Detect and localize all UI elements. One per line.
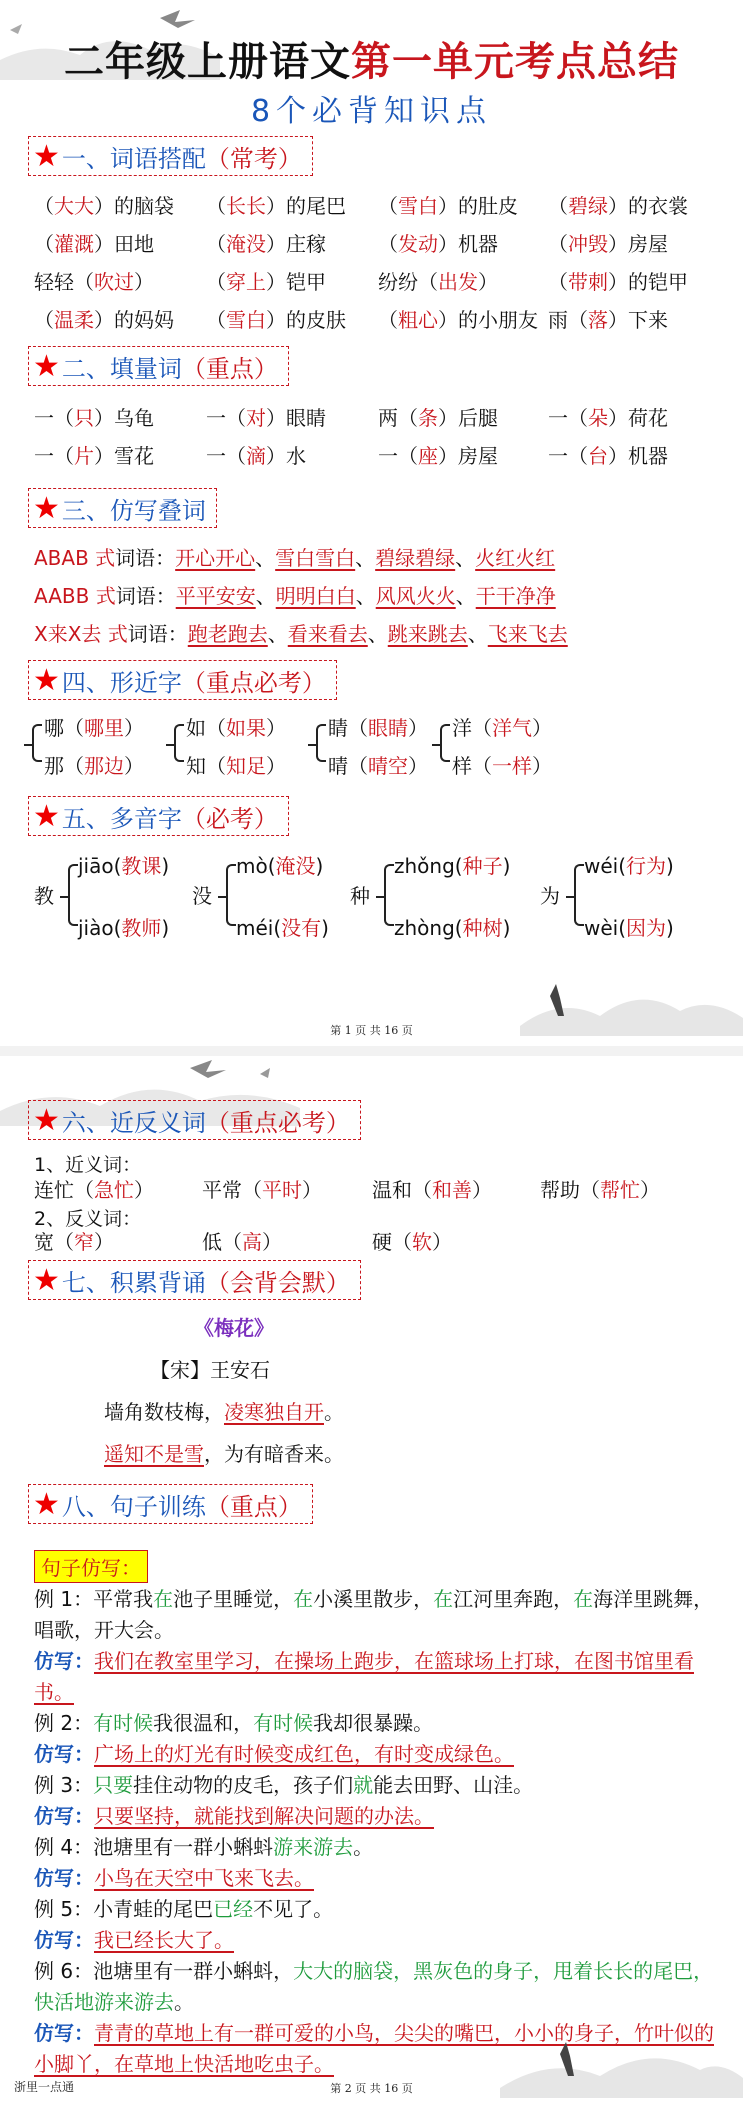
answer-text: 帮忙 — [600, 1178, 640, 1202]
answer-text: 台 — [588, 444, 608, 468]
bracket-icon — [226, 864, 236, 926]
section-tag: （重点必考） — [205, 1108, 350, 1137]
polyphone-reading: méi(没有) — [236, 916, 329, 940]
answer-text: 教师 — [121, 916, 162, 940]
bracket-icon — [68, 864, 78, 926]
example-word: 飞来飞去 — [487, 622, 568, 646]
grid-cell: 雨（落）下来 — [548, 308, 668, 332]
section-name: 六、近反义词 — [61, 1108, 206, 1137]
example-word: 风风火火 — [375, 584, 456, 608]
answer-text: 粗心 — [398, 308, 438, 332]
answer-text: 平时 — [262, 1178, 302, 1202]
answer-text: 急忙 — [94, 1178, 134, 1202]
synonyms-item: 温和（和善） — [372, 1178, 492, 1202]
bracket-icon — [574, 864, 584, 926]
pinyin: jiào — [78, 916, 114, 940]
example-word: 看来看去 — [287, 622, 368, 646]
polyphone-char: 教 — [34, 884, 54, 908]
example-word: 雪白雪白 — [275, 546, 356, 570]
synonyms-item: 帮助（帮忙） — [540, 1178, 660, 1202]
example-word: 碧绿碧绿 — [375, 546, 456, 570]
synonyms-item: 连忙（急忙） — [34, 1178, 154, 1202]
polyphone-char: 为 — [540, 884, 560, 908]
answer-text: 雪白 — [226, 308, 266, 332]
similar-char-item: 样（一样） — [452, 754, 552, 778]
answer-4: 仿写：小鸟在天空中飞来飞去。 — [34, 1866, 314, 1890]
section-header-similar-chars — [28, 660, 337, 700]
pinyin: zhǒng — [394, 854, 455, 878]
similar-char-item: 那（那边） — [44, 754, 144, 778]
polyphone-reading: jiāo(教课) — [78, 854, 170, 878]
section-name: 五、多音字 — [61, 804, 182, 833]
star-icon: ★ — [33, 1486, 60, 1522]
answer-text: 落 — [588, 308, 608, 332]
grid-cell: 纷纷（出发） — [378, 270, 498, 294]
poem-author: 【宋】王安石 — [150, 1358, 270, 1382]
answer-text: 温柔 — [54, 308, 94, 332]
pinyin: mò — [236, 854, 268, 878]
similar-char-item: 知（知足） — [186, 754, 286, 778]
answer-text: 种树 — [462, 916, 503, 940]
answer-text: 条 — [418, 406, 438, 430]
grid-cell: （冲毁）房屋 — [548, 232, 668, 256]
section-header-polyphones — [28, 796, 289, 836]
antonym-label: 2、反义词： — [34, 1208, 142, 1230]
answer-text: 洋气 — [492, 716, 532, 740]
example-word: 跑老跑去 — [187, 622, 268, 646]
pattern-label: ABAB 式 — [34, 546, 116, 570]
answer-text: 滴 — [246, 444, 266, 468]
grid-cell: （雪白）的皮肤 — [206, 308, 346, 332]
section-header-sentence-training — [28, 1484, 313, 1524]
corner-label: 浙里一点通 — [14, 2080, 75, 2094]
section-tag: （常考） — [205, 144, 302, 173]
page-subtitle: 8个必背知识点 — [250, 94, 493, 129]
answer-text: 片 — [74, 444, 94, 468]
example-3: 例 3：只要挂住动物的皮毛，孩子们就能去田野、山洼。 — [34, 1773, 534, 1797]
section-tag: （重点） — [205, 1492, 302, 1521]
answer-6: 仿写：青青的草地上有一群可爱的小鸟，尖尖的嘴巴，小小的身子，竹叶似的小脚丫，在草地上快活地吃虫子。 — [34, 2021, 714, 2076]
example-5: 例 5：小青蛙的尾巴已经不见了。 — [34, 1897, 334, 1921]
answer-text: 灌溉 — [54, 232, 94, 256]
section-header-recitation — [28, 1260, 361, 1300]
answer-5: 仿写：我已经长大了。 — [34, 1928, 234, 1952]
grid-cell: （碧绿）的衣裳 — [548, 194, 688, 218]
answer-text: 一样 — [492, 754, 532, 778]
answer-text: 淹没 — [275, 854, 316, 878]
synonyms-item: 平常（平时） — [202, 1178, 322, 1202]
star-icon: ★ — [33, 138, 60, 174]
pinyin: jiāo — [78, 854, 114, 878]
answer-text: 种子 — [462, 854, 503, 878]
example-word: 火红火红 — [475, 546, 556, 570]
grid-cell: （淹没）庄稼 — [206, 232, 326, 256]
grid-cell: 一（座）房屋 — [378, 444, 498, 468]
section-name: 八、句子训练 — [61, 1492, 206, 1521]
grid-cell: 一（片）雪花 — [34, 444, 154, 468]
answer-text: 带刺 — [568, 270, 608, 294]
section-name: 七、积累背诵 — [61, 1268, 206, 1297]
example-6: 例 6：池塘里有一群小蝌蚪，大大的脑袋，黑灰色的身子，甩着长长的尾巴，快活地游来游去。 — [34, 1959, 714, 2014]
antonyms-item: 低（高） — [202, 1230, 282, 1254]
answer-text: 只 — [74, 406, 94, 430]
page-title — [0, 30, 743, 87]
poem-title: 《梅花》 — [194, 1316, 274, 1340]
pinyin: wèi — [584, 916, 619, 940]
answer-text: 雪白 — [398, 194, 438, 218]
answer-text: 座 — [418, 444, 438, 468]
section-header-measure-words — [28, 346, 289, 386]
grid-cell: （大大）的脑袋 — [34, 194, 174, 218]
sentence-exercises — [34, 1584, 714, 2080]
section-name: 二、填量词 — [61, 354, 182, 383]
section-name: 一、词语搭配 — [61, 144, 206, 173]
grid-cell: 一（只）乌龟 — [34, 406, 154, 430]
bracket-icon — [316, 724, 326, 762]
polyphone-reading: wéi(行为) — [584, 854, 674, 878]
example-4: 例 4：池塘里有一群小蝌蚪游来游去。 — [34, 1835, 374, 1859]
answer-text: 眼睛 — [368, 716, 408, 740]
answer-text: 吹过 — [94, 270, 134, 294]
reduplication-line: AABB 式词语：平平安安、明明白白、风风火火、干干净净 — [34, 584, 556, 608]
example-1: 例 1：平常我在池子里睡觉，在小溪里散步，在江河里奔跑，在海洋里跳舞，唱歌，开大会。 — [34, 1587, 714, 1642]
grid-cell: （发动）机器 — [378, 232, 498, 256]
section-name: 四、形近字 — [61, 668, 182, 697]
section-tag: （必考） — [181, 804, 278, 833]
answer-text: 出发 — [438, 270, 478, 294]
section-tag: （会背会默） — [205, 1268, 350, 1297]
example-word: 明明白白 — [275, 584, 356, 608]
star-icon: ★ — [33, 798, 60, 834]
grid-cell: 一（滴）水 — [206, 444, 306, 468]
section-tag: （重点） — [181, 354, 278, 383]
answer-text: 碧绿 — [568, 194, 608, 218]
star-icon: ★ — [33, 490, 60, 526]
example-word: 开心开心 — [175, 546, 256, 570]
similar-char-item: 晴（晴空） — [328, 754, 428, 778]
bracket-icon — [174, 724, 184, 762]
poem-line-1: 墙角数枝梅，凌寒独自开。 — [104, 1400, 344, 1424]
example-word: 干干净净 — [475, 584, 556, 608]
star-icon: ★ — [33, 348, 60, 384]
page-1 — [0, 0, 743, 1046]
example-word: 跳来跳去 — [387, 622, 468, 646]
pinyin: wéi — [584, 854, 619, 878]
section-tag: （重点必考） — [181, 668, 326, 697]
similar-char-item: 如（如果） — [186, 716, 286, 740]
grid-cell: 一（台）机器 — [548, 444, 668, 468]
similar-char-item: 洋（洋气） — [452, 716, 552, 740]
example-word: 平平安安 — [175, 584, 256, 608]
poem-blank: 凌寒独自开 — [224, 1400, 324, 1424]
grid-cell: 两（条）后腿 — [378, 406, 498, 430]
answer-3: 仿写：只要坚持，就能找到解决问题的办法。 — [34, 1804, 434, 1828]
antonyms-item: 宽（窄） — [34, 1230, 114, 1254]
similar-char-item: 睛（眼睛） — [328, 716, 428, 740]
polyphone-reading: wèi(因为) — [584, 916, 674, 940]
answer-2: 仿写：广场上的灯光有时候变成红色，有时变成绿色。 — [34, 1742, 514, 1766]
sentence-imitation-label: 句子仿写： — [34, 1550, 148, 1583]
grid-cell: （穿上）铠甲 — [206, 270, 326, 294]
answer-text: 冲毁 — [568, 232, 608, 256]
grid-cell: 一（对）眼睛 — [206, 406, 326, 430]
answer-text: 如果 — [226, 716, 266, 740]
answer-text: 长长 — [226, 194, 266, 218]
grid-cell: 轻轻（吹过） — [34, 270, 154, 294]
antonyms-item: 硬（软） — [372, 1230, 452, 1254]
star-icon: ★ — [33, 1262, 60, 1298]
answer-text: 哪里 — [84, 716, 124, 740]
section-header-reduplication — [28, 488, 217, 528]
polyphone-reading: mò(淹没) — [236, 854, 324, 878]
answer-text: 和善 — [432, 1178, 472, 1202]
title-part-1: 二年级上册语文 — [64, 39, 351, 85]
answer-text: 发动 — [398, 232, 438, 256]
polyphone-reading: zhǒng(种子) — [394, 854, 511, 878]
answer-text: 大大 — [54, 194, 94, 218]
polyphone-reading: jiào(教师) — [78, 916, 170, 940]
answer-text: 对 — [246, 406, 266, 430]
section-name: 三、仿写叠词 — [61, 496, 206, 525]
answer-text: 因为 — [626, 916, 667, 940]
pattern-label: AABB 式 — [34, 584, 116, 608]
answer-text: 朵 — [588, 406, 608, 430]
synonym-label: 1、近义词： — [34, 1154, 142, 1176]
polyphone-char: 没 — [192, 884, 212, 908]
star-icon: ★ — [33, 662, 60, 698]
answer-text: 没有 — [281, 916, 322, 940]
reduplication-line: X来X去 式词语：跑老跑去、看来看去、跳来跳去、飞来飞去 — [34, 622, 568, 646]
pinyin: méi — [236, 916, 274, 940]
poem-line-2: 遥知不是雪，为有暗香来。 — [104, 1442, 344, 1466]
title-part-2: 第一单元考点总结 — [351, 39, 679, 85]
polyphone-reading: zhòng(种树) — [394, 916, 511, 940]
poem-blank: 遥知不是雪 — [104, 1442, 204, 1466]
example-2: 例 2：有时候我很温和，有时候我却很暴躁。 — [34, 1711, 434, 1735]
answer-text: 那边 — [84, 754, 124, 778]
reduplication-line: ABAB 式词语：开心开心、雪白雪白、碧绿碧绿、火红火红 — [34, 546, 556, 570]
answer-text: 行为 — [626, 854, 667, 878]
pattern-label: X来X去 式 — [34, 622, 128, 646]
page-number: 第 2 页 共 16 页 — [330, 2082, 413, 2095]
bracket-icon — [440, 724, 450, 762]
grid-cell: （带刺）的铠甲 — [548, 270, 688, 294]
star-icon: ★ — [33, 1102, 60, 1138]
section-header-collocations — [28, 136, 313, 176]
answer-text: 穿上 — [226, 270, 266, 294]
grid-cell: 一（朵）荷花 — [548, 406, 668, 430]
bracket-icon — [384, 864, 394, 926]
polyphone-char: 种 — [350, 884, 370, 908]
answer-1: 仿写：我们在教室里学习，在操场上跑步，在篮球场上打球，在图书馆里看书。 — [34, 1649, 694, 1704]
page-2 — [0, 1056, 743, 2102]
grid-cell: （温柔）的妈妈 — [34, 308, 174, 332]
bracket-icon — [32, 724, 42, 762]
answer-text: 软 — [412, 1230, 432, 1254]
answer-text: 教课 — [121, 854, 162, 878]
section-header-synonyms-antonyms — [28, 1100, 361, 1140]
page-number: 第 1 页 共 16 页 — [330, 1024, 413, 1037]
similar-char-item: 哪（哪里） — [44, 716, 144, 740]
pinyin: zhòng — [394, 916, 455, 940]
grid-cell: （灌溉）田地 — [34, 232, 154, 256]
answer-text: 晴空 — [368, 754, 408, 778]
grid-cell: （雪白）的肚皮 — [378, 194, 518, 218]
grid-cell: （长长）的尾巴 — [206, 194, 346, 218]
grid-cell: （粗心）的小朋友 — [378, 308, 538, 332]
answer-text: 淹没 — [226, 232, 266, 256]
answer-text: 高 — [242, 1230, 262, 1254]
answer-text: 知足 — [226, 754, 266, 778]
answer-text: 窄 — [74, 1230, 94, 1254]
